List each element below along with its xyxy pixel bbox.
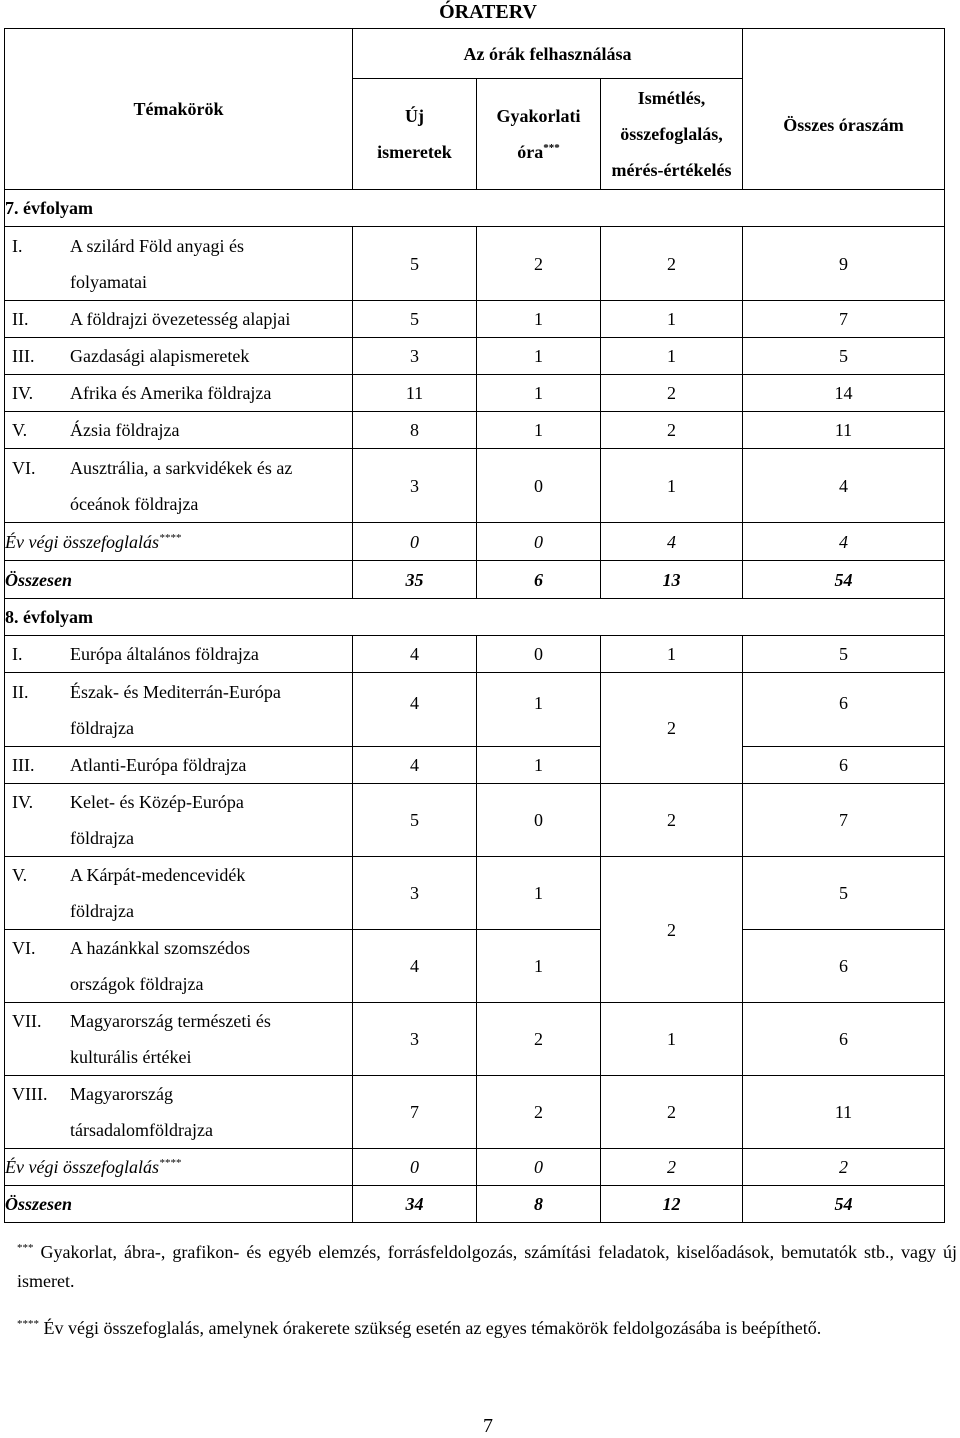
header-practice: Gyakorlati óra***	[477, 79, 601, 190]
table-row: II. A földrajzi övezetesség alapjai 5 1 1 7	[5, 301, 945, 338]
header-total-top	[743, 29, 945, 79]
table-row: V. Ázsia földrajza 8 1 2 11	[5, 412, 945, 449]
totals-row: Összesen 35 6 13 54	[5, 561, 945, 599]
table-row: I. Európa általános földrajza 4 0 1 5	[5, 636, 945, 673]
header-row-1	[5, 29, 945, 79]
table-row: IV. Kelet- és Közép-Európa földrajza 5 0 2 7	[5, 784, 945, 857]
grade-7-label: 7. évfolyam	[5, 190, 945, 227]
header-total: Összes óraszám	[743, 79, 945, 190]
footnote-2: **** Év végi összefoglalás, amelynek órakerete szükség esetén az egyes témakörök feldolgozásába is beépíthető.	[17, 1318, 822, 1338]
table-row: VIII. Magyarország társadalomföldrajza 7 2 2 11	[5, 1076, 945, 1149]
table-row: VI. Ausztrália, a sarkvidékek és az óceánok földrajza 3 0 1 4	[5, 449, 945, 523]
table-row: IV. Afrika és Amerika földrajza 11 1 2 14	[5, 375, 945, 412]
summary-row: Év végi összefoglalás**** 0 0 2 2	[5, 1149, 945, 1186]
grade-7-label-row	[5, 190, 945, 227]
grade-8-label: 8. évfolyam	[5, 599, 945, 636]
page-number: 7	[483, 1415, 493, 1437]
header-new: Új ismeretek	[353, 79, 477, 190]
header-review: Ismétlés, összefoglalás, mérés-értékelés	[601, 79, 743, 190]
page-title: ÓRATERV	[439, 1, 537, 23]
header-usage-group: Az órák felhasználása	[353, 29, 743, 79]
totals-row: Összesen 34 8 12 54	[5, 1186, 945, 1223]
table-row: II. Észak- és Mediterrán-Európa földrajza 4 1 2 6	[5, 673, 945, 747]
footnote-1: *** Gyakorlat, ábra-, grafikon- és egyéb elemzés, forrásfeldolgozás, számítási feladatok, kiselőadások, bemutatók stb., vagy új ismeret.	[17, 1242, 958, 1291]
grade-8-label-row	[5, 599, 945, 636]
table-row: III. Atlanti-Európa földrajza 4 1 6	[5, 747, 945, 784]
table-row: VI. A hazánkkal szomszédos országok földrajza 4 1 6	[5, 930, 945, 1003]
table-row: III. Gazdasági alapismeretek 3 1 1 5	[5, 338, 945, 375]
header-topics: Témakörök	[5, 29, 353, 190]
table-row: VII. Magyarország természeti és kulturális értékei 3 2 1 6	[5, 1003, 945, 1076]
summary-row: Év végi összefoglalás**** 0 0 4 4	[5, 523, 945, 561]
table-row: V. A Kárpát-medencevidék földrajza 3 1 2 5	[5, 857, 945, 930]
timetable	[4, 28, 945, 1223]
table-row: I. A szilárd Föld anyagi és folyamatai 5 2 2 9	[5, 227, 945, 301]
